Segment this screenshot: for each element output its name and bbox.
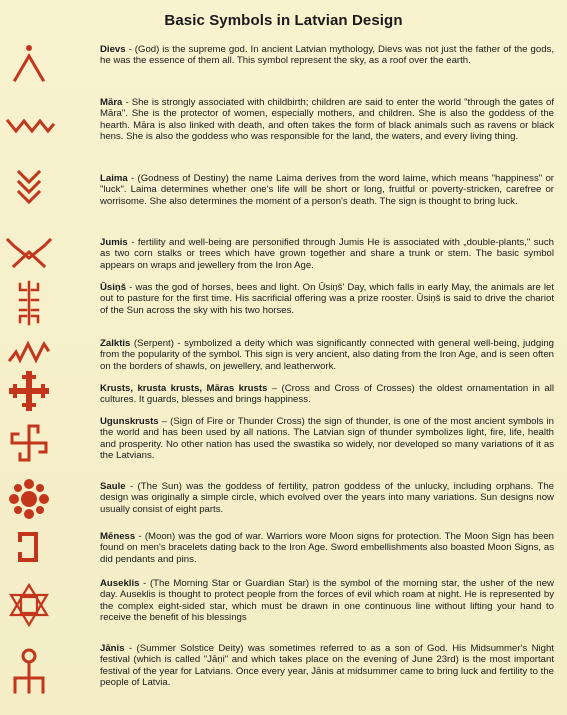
entry-text: - was the god of horses, bees and light. On Ūsiņš' Day, which falls in early May, the animals are let out to pasture for the first time. His sacrificial offering was a prize rooster. Ūsiņš is said to drive the chariot of the Sun across the sky with his two horses.: [100, 282, 554, 316]
entry-mara: [100, 97, 554, 143]
entry-name: Ugunskrusts: [100, 416, 159, 427]
entry-text: - fertility and well-being are personified through Jumis He is associated with „double-plants," such as two corn stalks or trees which have grown together and share a trunk or stem. The basic symbol appears on wraps and jewellery from the Iron Age.: [100, 237, 554, 271]
auseklis-symbol-icon: [6, 582, 52, 628]
ugunskrusts-symbol-icon: [6, 420, 52, 466]
entry-name: Krusts, krusta krusts, Māras krusts: [100, 383, 268, 394]
entry-name: Mēness: [100, 531, 136, 542]
entry-text: (Serpent) - symbolized a deity which was significantly connected with general well-being, judging from the popularity of the symbol. This sign is very ancient, also dating from the Iron Age, and is seen often on the borders of shawls, on jewellery, and leatherwork.: [100, 338, 554, 372]
entry-name: Auseklis: [100, 578, 140, 589]
krusts-symbol-icon: [6, 368, 52, 414]
entry-text: - (The Morning Star or Guardian Star) is the symbol of the morning star, the usher of the new day. Auseklis is thought to protect people from the forces of evil which roam at night. He is represented by the complex eight-sided star, which must be drawn in one continuous line without lifting your hand to receive the benefit of his blessings: [100, 578, 554, 624]
entry-usins: [100, 282, 554, 316]
entry-krusts: [100, 383, 554, 406]
janis-symbol-icon: [6, 648, 52, 694]
usins-symbol-icon: [6, 280, 52, 326]
page-title: Basic Symbols in Latvian Design: [164, 12, 403, 29]
jumis-symbol-icon: [6, 230, 52, 276]
saule-symbol-icon: [6, 476, 52, 522]
entry-text: - (Moon) was the god of war. Warriors wore Moon signs for protection. The Moon Sign has been found on men's bracelets dating back to the Iron Age. Sword embellishments also boasted Moon Signs, as did pendants and pins.: [100, 531, 554, 565]
entry-dievs: [100, 44, 554, 67]
entry-jumis: [100, 237, 554, 271]
meness-symbol-icon: [6, 524, 52, 570]
entry-name: Māra: [100, 97, 123, 108]
entry-name: Zalktis: [100, 338, 131, 349]
entry-auseklis: [100, 578, 554, 624]
laima-symbol-icon: [6, 168, 52, 214]
entry-name: Ūsiņš: [100, 282, 127, 293]
entry-text: - (Summer Solstice Deity) was sometimes referred to as a son of God. His Midsummer's Night festival (which is called "Jāņi" and which takes place on the evening of June 23rd) is the most important festival of the year for Latvians. Once every year, Jānis at midsummer came to bring luck and fertility to the people of Latvia.: [100, 643, 554, 689]
entry-saule: [100, 481, 554, 515]
entry-text: - (God) is the supreme god. In ancient Latvian mythology, Dievs was not just the father of the gods, he was the essence of them all. This symbol represent the sky, as a roof over the earth.: [100, 44, 554, 67]
entry-text: - She is strongly associated with childbirth; children are said to enter the world "through the gates of Māra". She is the protector of women, especially mothers, and children. She is also the goddess of the hearth. Māra is also linked with death, and often takes the form of black animals such as ravens or black hens. She is also the goddess who was responsible for the land, the waters, and every living thing.: [100, 97, 554, 143]
entry-name: Saule: [100, 481, 126, 492]
entry-name: Dievs: [100, 44, 126, 55]
entry-name: Laima: [100, 173, 128, 184]
entry-ugunskrusts: [100, 416, 554, 462]
entry-text: – (Cross and Cross of Crosses) the oldest ornamentation in all cultures. It guards, blesses and brings happiness.: [100, 383, 554, 406]
mara-symbol-icon: [6, 103, 52, 149]
entry-text: – (Sign of Fire or Thunder Cross) the sign of thunder, is one of the most ancient symbols in the world and has been used by all nations. The Latvian sign of thunder symbolizes light, fire, life, health and prosperity. No other nation has used the swastika so widely, nor developed so many variations of it as the Latvians.: [100, 416, 554, 462]
dievs-symbol-icon: [6, 42, 52, 88]
entry-name: Jumis: [100, 237, 128, 248]
entry-laima: [100, 173, 554, 207]
entry-zalktis: [100, 338, 554, 372]
entry-name: Jānis: [100, 643, 125, 654]
entry-janis: [100, 643, 554, 689]
entry-text: - (The Sun) was the goddess of fertility, patron goddess of the unlucky, including orphans. The design was originally a simple circle, which evolved over the years into many variations. Sun designs now usually consist of eight parts.: [100, 481, 554, 515]
entry-text: - (Godness of Destiny) the name Laima derives from the word laime, which means "happiness" or "luck". Laima determines whether one's life will be short or long, fruitful or poverty-stricken, carefree or worrisome. She also determines the moment of a person's death. The sign is thought to bring luck.: [100, 173, 554, 207]
entry-meness: [100, 531, 554, 565]
